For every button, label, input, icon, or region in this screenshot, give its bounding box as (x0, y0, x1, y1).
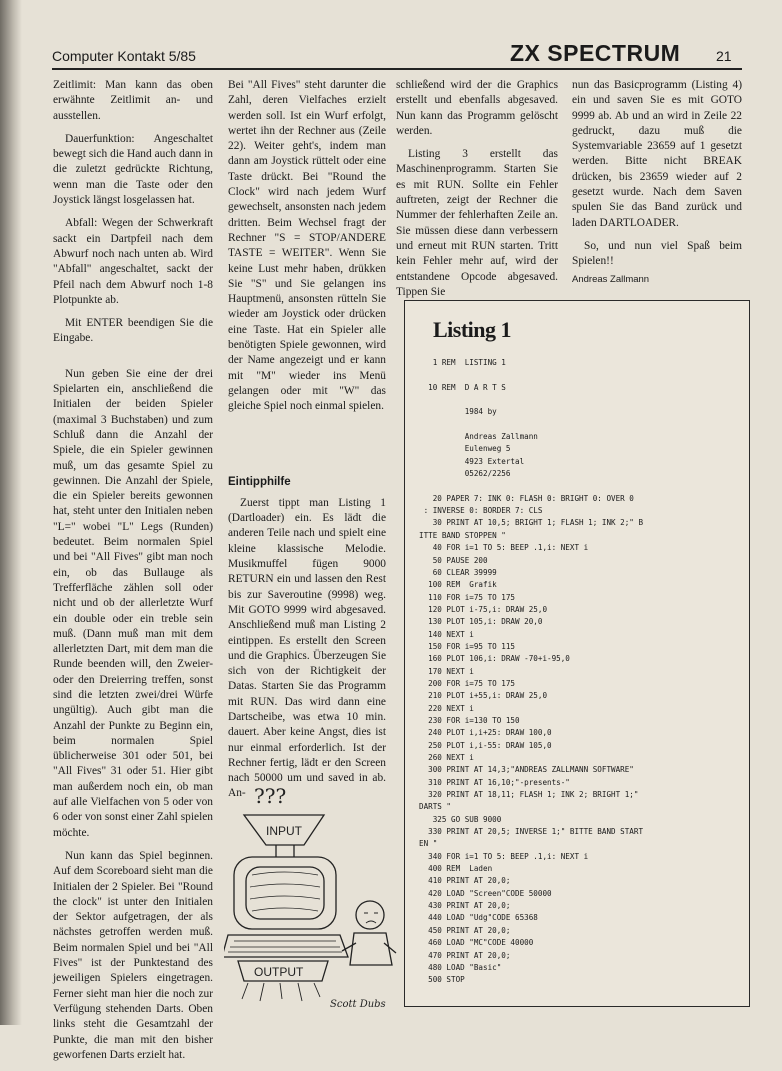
monitor-screen-shape (246, 867, 324, 919)
person-head (356, 901, 384, 929)
page-header (52, 38, 742, 70)
computer-cartoon-illustration (224, 775, 400, 1013)
person-body (350, 933, 392, 965)
keyboard-shape (224, 935, 348, 957)
funnel-neck (276, 845, 294, 857)
monitor-shape (234, 857, 336, 929)
screen-lines (250, 872, 320, 911)
paragraph: Mit ENTER beendigen Sie die Eingabe. (53, 317, 213, 345)
listing-code: 1 REM LISTING 1 10 REM D A R T S 1984 by Andreas Zallmann Eulenweg 5 4923 Extertal 05262/2256 20 PAPER 7: INK 0: FLASH 0: BRIGHT 0: OVER 0 : INVERSE 0: BORDER 7: CLS 30 PRINT AT 10,5; BRIGHT 1; FLASH 1; INK 2;" B ITTE BAND STOPPEN " 40 FOR i=1 TO 5: BEEP .1,i: NEXT i 50 PAUSE 200 60 CLEAR 39999 100 REM Grafik 110 FOR i=75 TO 175 120 PLOT i-75,i: DRAW 25,0 130 PLOT 105,i: DRAW 20,0 140 NEXT i 150 FOR i=95 TO 115 160 PLOT 106,i: DRAW -70+i-95,0 170 NEXT i 200 FOR i=75 TO 175 210 PLOT i+55,i: DRAW 25,0 220 NEXT i 230 FOR i=130 TO 150 240 PLOT i,i+25: DRAW 100,0 250 PLOT i,i-55: DRAW 105,0 260 NEXT i 300 PRINT AT 14,3;"ANDREAS ZALLMANN SOFTWARE" 310 PRINT AT 16,10;"-presents-" 320 PRINT AT 18,11; FLASH 1; INK 2; BRIGHT 1;" DARTS " 325 GO SUB 9000 330 PRINT AT 20,5; INVERSE 1;" BITTE BAND START EN " 340 FOR i=1 TO 5: BEEP .1,i: NEXT i 400 REM Laden 410 PRINT AT 20,0; 420 LOAD "Screen"CODE 50000 430 PRINT AT 20,0; 440 LOAD "Udg"CODE 65368 450 PRINT AT 20,0; 460 LOAD "MC"CODE 40000 470 PRINT AT 20,0; 480 LOAD "Basic" 500 STOP (419, 358, 644, 985)
listing-box (404, 300, 750, 1007)
keyboard-keys (228, 941, 342, 952)
cartoon-input-label: INPUT (266, 824, 302, 838)
magazine-title: Computer Kontakt 5/85 (52, 48, 196, 64)
cartoon-signature: Scott Dubs (330, 999, 386, 1010)
article-column-3 (396, 78, 558, 308)
article-column-1 (53, 78, 213, 1071)
paragraph: Bei "All Fives" steht darunter die Zahl, deren Vielfaches erzielt werden soll. Ist ein Wurf erfolgt, wertet ihn der Rechner aus (Zeile 22). Weiter geht's, indem man dann am Joystick rüttelt oder eine Taste drückt. Bei "Round the Clock" wird nach jedem Wurf gewechselt, ansonsten nach jedem dritten. Beim Wechsel fragt der Rechner "S = STOP/ANDERE TASTE = WEITER". Wenn Sie keine Lust mehr haben, drükken Sie "S" und Sie gelangen ins Hauptmenü, ansonsten rütteln Sie wieder am Joystick oder drücken eine Taste. Hat ein Spieler alle benötigten Spiele gewonnen, wird der Name angezeigt und er kann mit "M" wieder ins Menü gelangen oder mit "W" das gleiche Spiel noch einmal spielen. (228, 79, 386, 413)
article-column-2 (228, 78, 386, 810)
cartoon-output-label: OUTPUT (254, 965, 304, 979)
paragraph: Dauerfunktion: Angeschaltet bewegt sich die Hand auch dann in die zuletzt gedrückte Richtung, wenn man die Taste oder den Joystick längst losgelassen hat. (53, 132, 213, 207)
paragraph: Zuerst tippt man Listing 1 (Dartloader) ein. Es lädt die anderen Teile nach und spielt eine kleine klassische Melodie. Musikmuffel fügen 9000 RETURN ein und lassen den Rest bis zur Saveroutine (9998) weg. Mit GOTO 9999 wird abgesaved. Anschließend muß man Listing 2 eintippen. Es erstellt den Screen und die Graphics. Überzeugen Sie sich von der Richtigkeit der Datas. Starten Sie das Programm mit RUN. Das wird dann eine Dartscheibe, was etwa 10 min. dauert. Aber keine Angst, dies ist nur einmal erforderlich. Ist der Rechner fertig, lädt er den Screen nach 50000 um und saved in ab. An- (228, 496, 386, 800)
paragraph: Nun geben Sie eine der drei Spielarten ein, anschließend die Initialen der beiden Spieler (maximal 3 Buchstaben) und zum Schluß dann die Anzahl der Spiele, die ein Spieler gewinnen muß, um das gesamte Spiel zu gewinnen. Die Anzahl der Spiele, die ein Spieler bereits gewonnen hat, steht unter den Initialen neben "L=" wobei "L" Legs (Runden) bedeutet. Beim normalen Spiel und bei "All Fives" gibt man noch ein, ob das Bullauge als Trefferfläche zählen soll oder nicht und ob der allerletzte Wurf ein double oder ein treble sein muß. (Dann muß man mit dem allerletzten Dart, mit dem man die Runde beenden will, den Zweier- oder den Dreierring treffen, sonst sind die letzten zwei/drei Würfe ungültig). Auch gibt man die Anzahl der Punkte zu Beginn ein, beim normalen Spiel üblicherweise 301 oder 501, bei "All Fives" 31 oder 51. Hier gibt man außerdem noch ein, ob man auf alle Vielfachen von 5 oder von 6 oder von sonst einer Zahl spielen möchte. (53, 367, 213, 839)
paragraph: Abfall: Wegen der Schwerkraft sackt ein Dartpfeil nach dem Abwurf noch nach unten ab. Wird "Abfall" angeschaltet, sackt der Pfeil nach dem Abwurf noch 1-8 Plotpunkte ab. (53, 217, 213, 306)
person-face (364, 913, 378, 923)
paragraph: schließend wird der die Graphics erstellt und ebenfalls abgesaved. Nun kann das Programm gelöscht werden. (396, 79, 558, 137)
listing-title: Listing 1 (433, 317, 512, 342)
subheading: Eintipphilfe (228, 475, 291, 488)
author-credit: Andreas Zallmann (572, 273, 650, 285)
paragraph: Nun kann das Spiel beginnen. Auf dem Scoreboard sieht man die Initialen der 2 Spieler. Bei "Round the clock" ist unter den Initialen der Sektor aufgetragen, der als nächstes getroffen werden muß. Beim normalen Spiel und bei "All Fives" ist der Punktestand des jeweiligen Spielers eingetragen. Ferner sieht man hier die noch zur Verfügung stehenden Darts. Oben links steht die Gesamtzahl der Punkte, die man mit den bisher geworfenen Darts erzielt hat. (53, 849, 213, 1061)
page-edge-shadow (0, 0, 22, 1025)
output-debris (242, 983, 320, 1001)
paragraph: So, und nun viel Spaß beim Spielen!! (572, 239, 742, 268)
paragraph: Zeitlimit: Man kann das oben erwähnte Zeitlimit an- und ausstellen. (53, 79, 213, 122)
section-title: ZX SPECTRUM (510, 40, 681, 66)
paragraph: nun das Basicprogramm (Listing 4) ein und saven Sie es mit GOTO 9999 ab. Ab und an wird in Zeile 22 gedruckt, dazu muß die Systemvariable 23659 auf 1 gesetzt werden. Bitte nicht BREAK drücken, bis 23659 wieder auf 2 gesetzt wurde. Nach dem Saven spulen Sie das Band zurück und laden DARTLOADER. (572, 79, 742, 229)
cartoon-question-marks: ??? (254, 784, 287, 808)
page-number: 21 (716, 48, 732, 64)
paragraph: Listing 3 erstellt das Maschinenprogramm. Starten Sie es mit RUN. Sollte ein Fehler auftreten, zeigt der Rechner die Nummer der fehlerhaften Zeile an. Sie müssen diese dann verbessern und erneut mit RUN starten. Tritt kein Fehler mehr auf, wird der entstandene Opcode abgesaved. Tippen Sie (396, 148, 558, 298)
article-column-4 (572, 78, 742, 287)
